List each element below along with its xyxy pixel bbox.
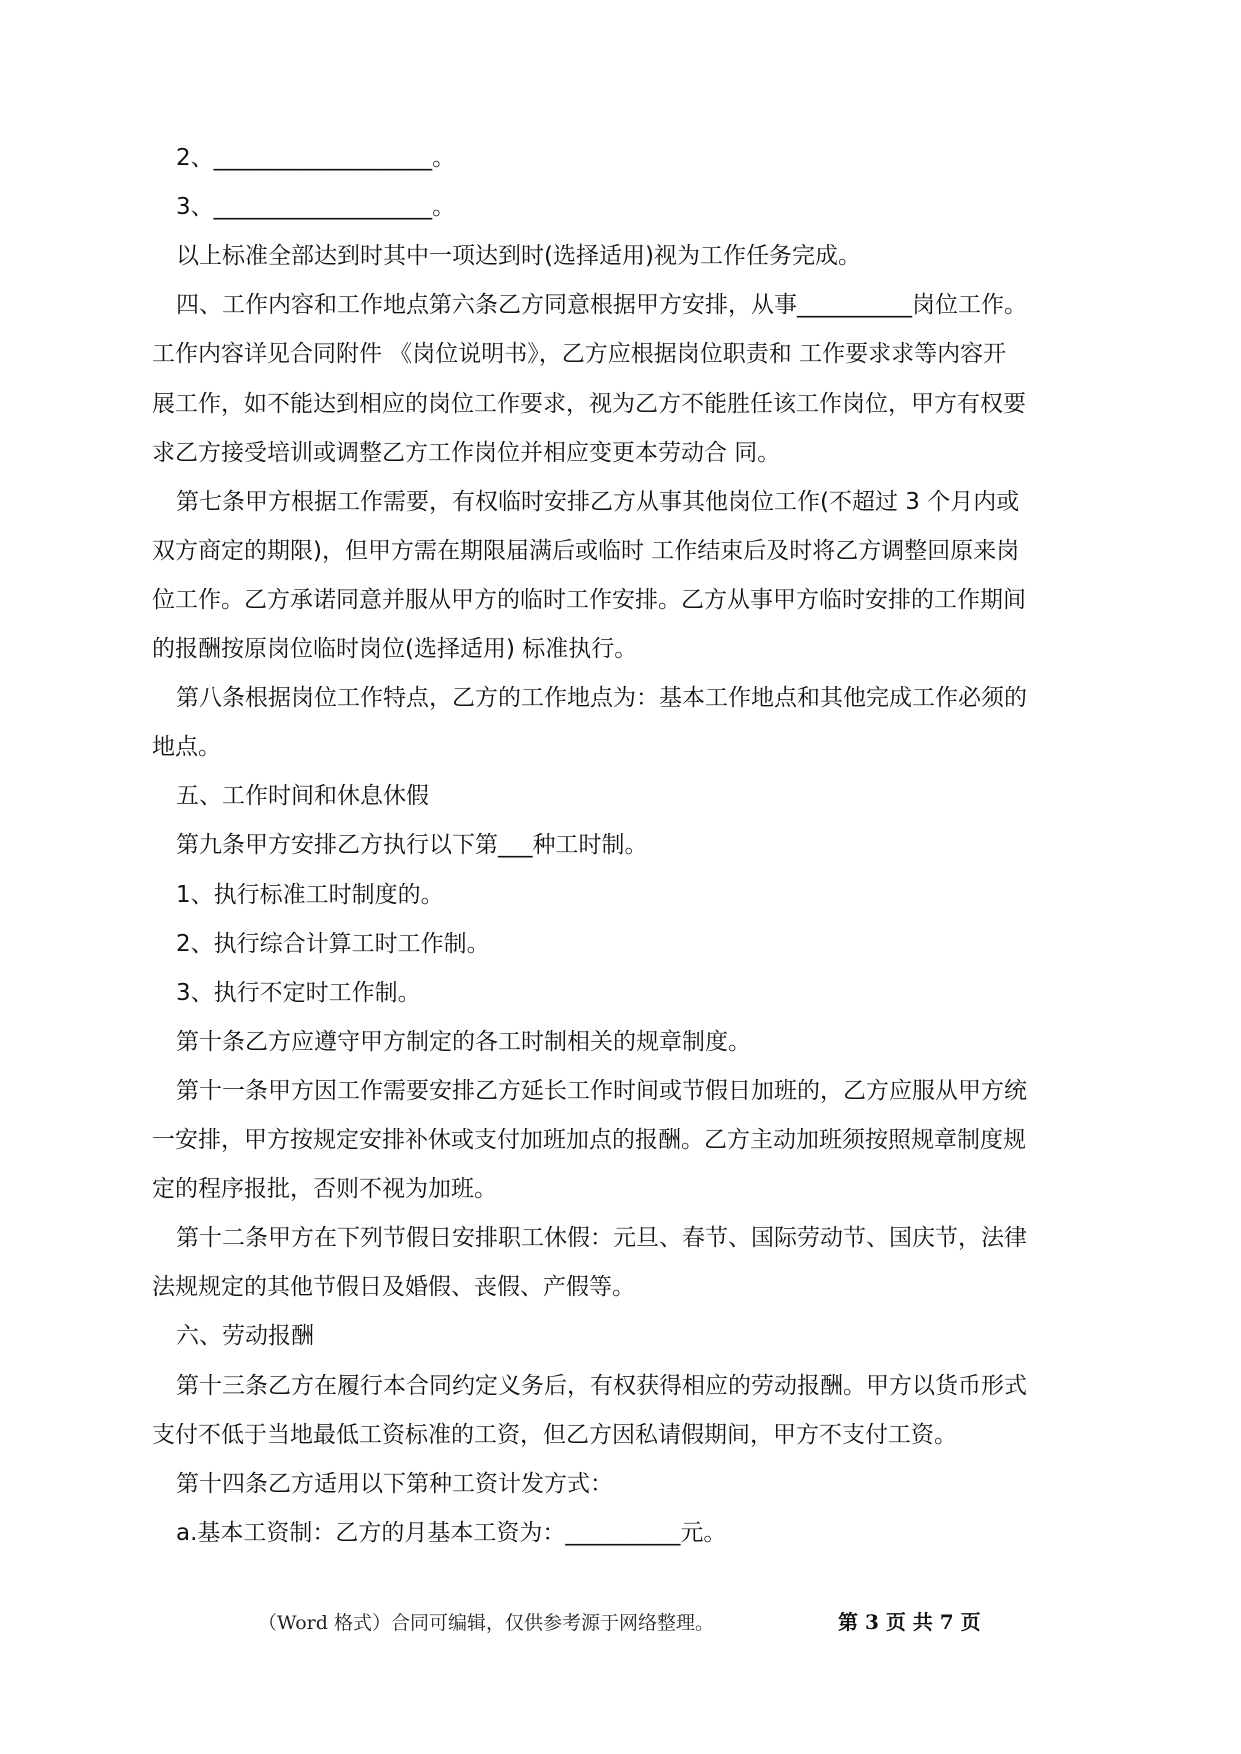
text-line: 3、执行不定时工作制。 (176, 979, 421, 1006)
footer-note: （Word 格式）合同可编辑，仅供参考源于网络整理。 (258, 1612, 714, 1634)
text-line: 求乙方接受培训或调整乙方工作岗位并相应变更本劳动合 同。 (152, 439, 781, 466)
text-line: 定的程序报批，否则不视为加班。 (152, 1176, 497, 1203)
text-line: 五、工作时间和休息休假 (176, 783, 429, 810)
text-line: 双方商定的期限)，但甲方需在期限届满后或临时 工作结束后及时将乙方调整回原来岗 (152, 537, 1020, 564)
text-line: 第九条甲方安排乙方执行以下第___种工时制。 (176, 832, 648, 859)
text-line: 法规规定的其他节假日及婚假、丧假、产假等。 (152, 1274, 635, 1301)
text-line: 以上标准全部达到时其中一项达到时(选择适用)视为工作任务完成。 (176, 243, 861, 270)
text-line: 六、劳动报酬 (176, 1323, 314, 1350)
text-line: 2、___________________。 (176, 145, 456, 171)
text-line: 第十三条乙方在履行本合同约定义务后，有权获得相应的劳动报酬。甲方以货币形式 (176, 1372, 1027, 1399)
text-line: 位工作。乙方承诺同意并服从甲方的临时工作安排。乙方从事甲方临时安排的工作期间 (152, 586, 1026, 613)
text-line: 工作内容详见合同附件 《岗位说明书》，乙方应根据岗位职责和 工作要求求等内容开 (152, 341, 1007, 368)
text-line: 第十四条乙方适用以下第种工资计发方式： (176, 1470, 613, 1497)
text-line: 第十二条甲方在下列节假日安排职工休假：元旦、春节、国际劳动节、国庆节，法律 (176, 1225, 1027, 1252)
text-line: 地点。 (152, 734, 221, 761)
text-line: 支付不低于当地最低工资标准的工资，但乙方因私请假期间，甲方不支付工资。 (152, 1421, 957, 1448)
text-line: a.基本工资制：乙方的月基本工资为：__________元。 (176, 1519, 727, 1546)
page-number: 第 3 页 共 7 页 (838, 1610, 981, 1634)
text-line: 的报酬按原岗位临时岗位(选择适用) 标准执行。 (152, 636, 638, 662)
text-line: 第八条根据岗位工作特点，乙方的工作地点为：基本工作地点和其他完成工作必须的 (176, 685, 1027, 712)
text-line: 第十一条甲方因工作需要安排乙方延长工作时间或节假日加班的，乙方应服从甲方统 (176, 1077, 1027, 1104)
text-line: 一安排，甲方按规定安排补休或支付加班加点的报酬。乙方主动加班须按照规章制度规 (152, 1127, 1026, 1153)
text-line: 四、工作内容和工作地点第六条乙方同意根据甲方安排，从事__________岗位工作。 (176, 292, 1027, 319)
text-line: 第十条乙方应遵守甲方制定的各工时制相关的规章制度。 (176, 1028, 751, 1055)
text-line: 展工作，如不能达到相应的岗位工作要求，视为乙方不能胜任该工作岗位，甲方有权要 (152, 390, 1026, 417)
text-line: 1、执行标准工时制度的。 (176, 881, 444, 908)
text-line: 2、执行综合计算工时工作制。 (176, 930, 490, 957)
text-line: 第七条甲方根据工作需要，有权临时安排乙方从事其他岗位工作(不超过 3 个月内或 (176, 488, 1020, 515)
text-line: 3、___________________。 (176, 194, 456, 221)
